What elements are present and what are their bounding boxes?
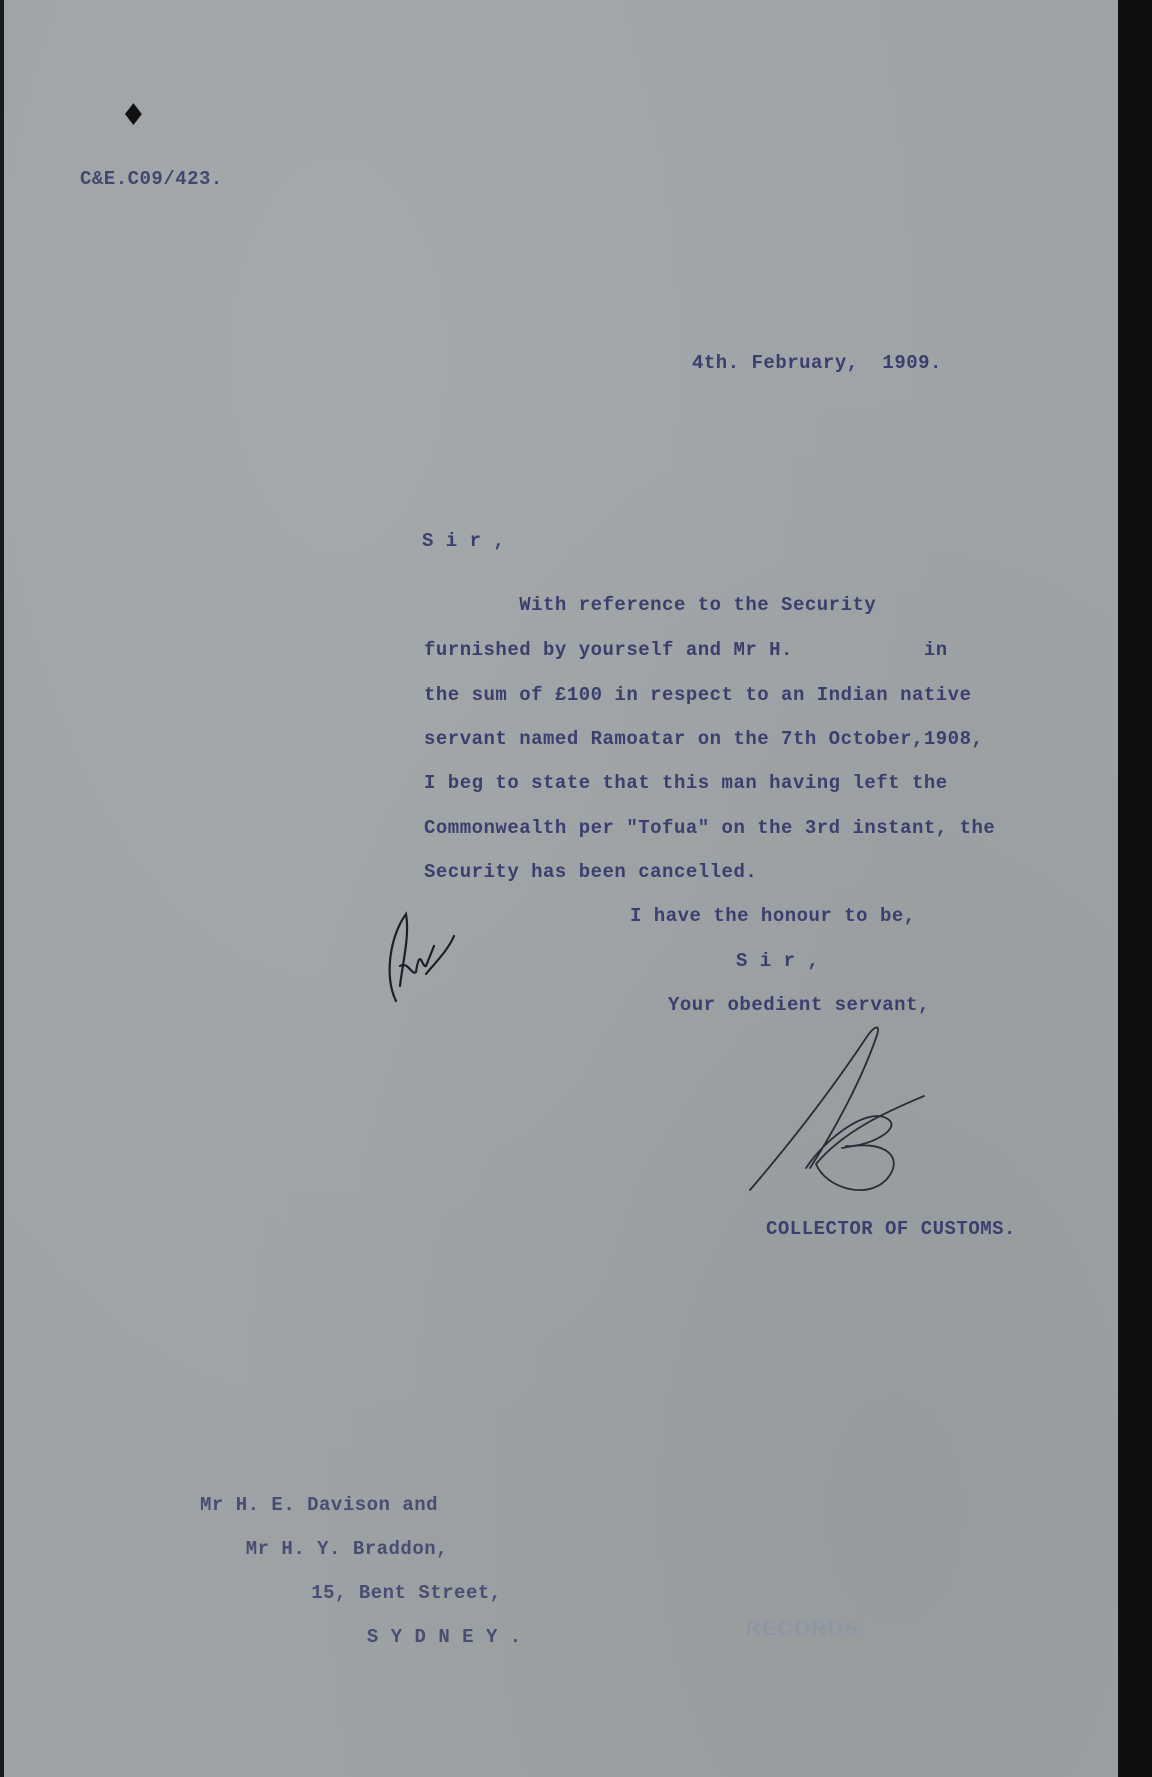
body-line: the sum of £100 in respect to an Indian native bbox=[424, 684, 972, 706]
scan-edge bbox=[1118, 0, 1152, 1777]
letter-date: 4th. February, 1909. bbox=[692, 352, 942, 374]
collector-title: COLLECTOR OF CUSTOMS. bbox=[766, 1218, 1016, 1240]
body-line: With reference to the Security bbox=[424, 594, 877, 616]
body-line: furnished by yourself and Mr H. in bbox=[424, 639, 948, 661]
closing-line: I have the honour to be, bbox=[630, 905, 916, 927]
file-reference: C&E.C09/423. bbox=[80, 168, 223, 190]
salutation: S i r , bbox=[422, 530, 506, 552]
address-line: Mr H. E. Davison and bbox=[200, 1494, 439, 1516]
body-line: I beg to state that this man having left the bbox=[424, 772, 948, 794]
address-line: 15, Bent Street, bbox=[216, 1582, 502, 1604]
body-line: Security has been cancelled. bbox=[424, 861, 758, 883]
body-line: servant named Ramoatar on the 7th October,1908, bbox=[424, 728, 984, 750]
closing-salutation: S i r , bbox=[736, 950, 820, 972]
ink-mark: ♦ bbox=[120, 98, 147, 133]
address-line: Mr H. Y. Braddon, bbox=[210, 1538, 449, 1560]
body-line: Commonwealth per "Tofua" on the 3rd instant, the bbox=[424, 817, 996, 839]
margin-initials-signature bbox=[376, 906, 456, 1006]
closing-line: Your obedient servant, bbox=[668, 994, 930, 1016]
letter-sheet bbox=[4, 0, 1118, 1777]
records-stamp: RECORDS bbox=[746, 1618, 861, 1640]
collector-signature bbox=[746, 1018, 946, 1198]
address-line: S Y D N E Y . bbox=[236, 1626, 522, 1648]
